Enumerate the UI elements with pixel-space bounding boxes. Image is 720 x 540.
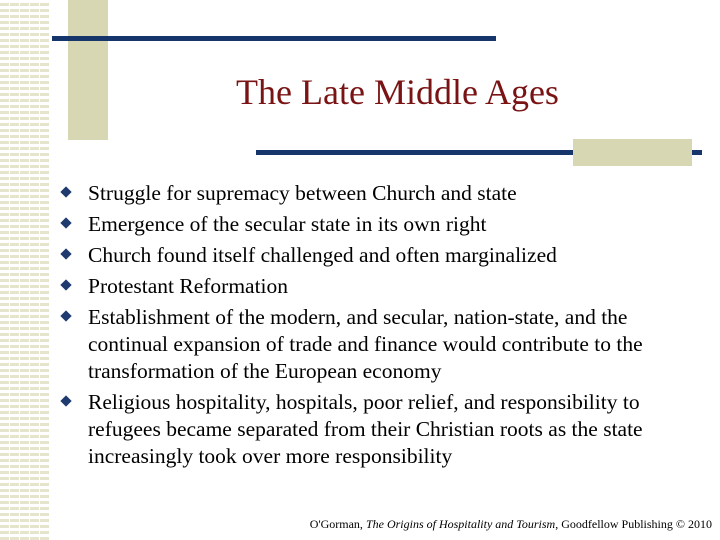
bullet-text: Emergence of the secular state in its own right <box>88 212 487 236</box>
bullet-item <box>60 273 700 300</box>
diamond-bullet-icon <box>60 186 71 197</box>
bullet-list <box>60 180 700 474</box>
bullet-item <box>60 389 700 470</box>
decorative-stripe-panel <box>0 0 50 540</box>
bullet-text: Struggle for supremacy between Church and state <box>88 181 517 205</box>
diamond-bullet-icon <box>60 395 71 406</box>
citation-publisher: , Goodfellow Publishing © 2010 <box>555 517 712 531</box>
diamond-bullet-icon <box>60 279 71 290</box>
bullet-item <box>60 304 700 385</box>
decorative-bar-top <box>52 36 496 41</box>
citation-footer <box>310 517 712 532</box>
bullet-text: Church found itself challenged and often marginalized <box>88 243 557 267</box>
decorative-block-right <box>573 139 692 166</box>
bullet-text: Religious hospitality, hospitals, poor relief, and responsibility to refugees became separated from their Christian roots as the state increasingly took over more responsibility <box>88 390 643 468</box>
slide-title: The Late Middle Ages <box>236 72 559 112</box>
bullet-text: Establishment of the modern, and secular, nation-state, and the continual expansion of trade and finance would contribute to the transformation of the European economy <box>88 305 643 383</box>
diamond-bullet-icon <box>60 217 71 228</box>
decorative-block-top <box>68 0 108 140</box>
bullet-item <box>60 211 700 238</box>
bullet-text: Protestant Reformation <box>88 274 289 298</box>
bullet-item <box>60 180 700 207</box>
citation-book-title: The Origins of Hospitality and Tourism <box>365 517 556 531</box>
diamond-bullet-icon <box>60 248 71 259</box>
bullet-item <box>60 242 700 269</box>
citation-author: O'Gorman, <box>309 517 366 531</box>
diamond-bullet-icon <box>60 310 71 321</box>
